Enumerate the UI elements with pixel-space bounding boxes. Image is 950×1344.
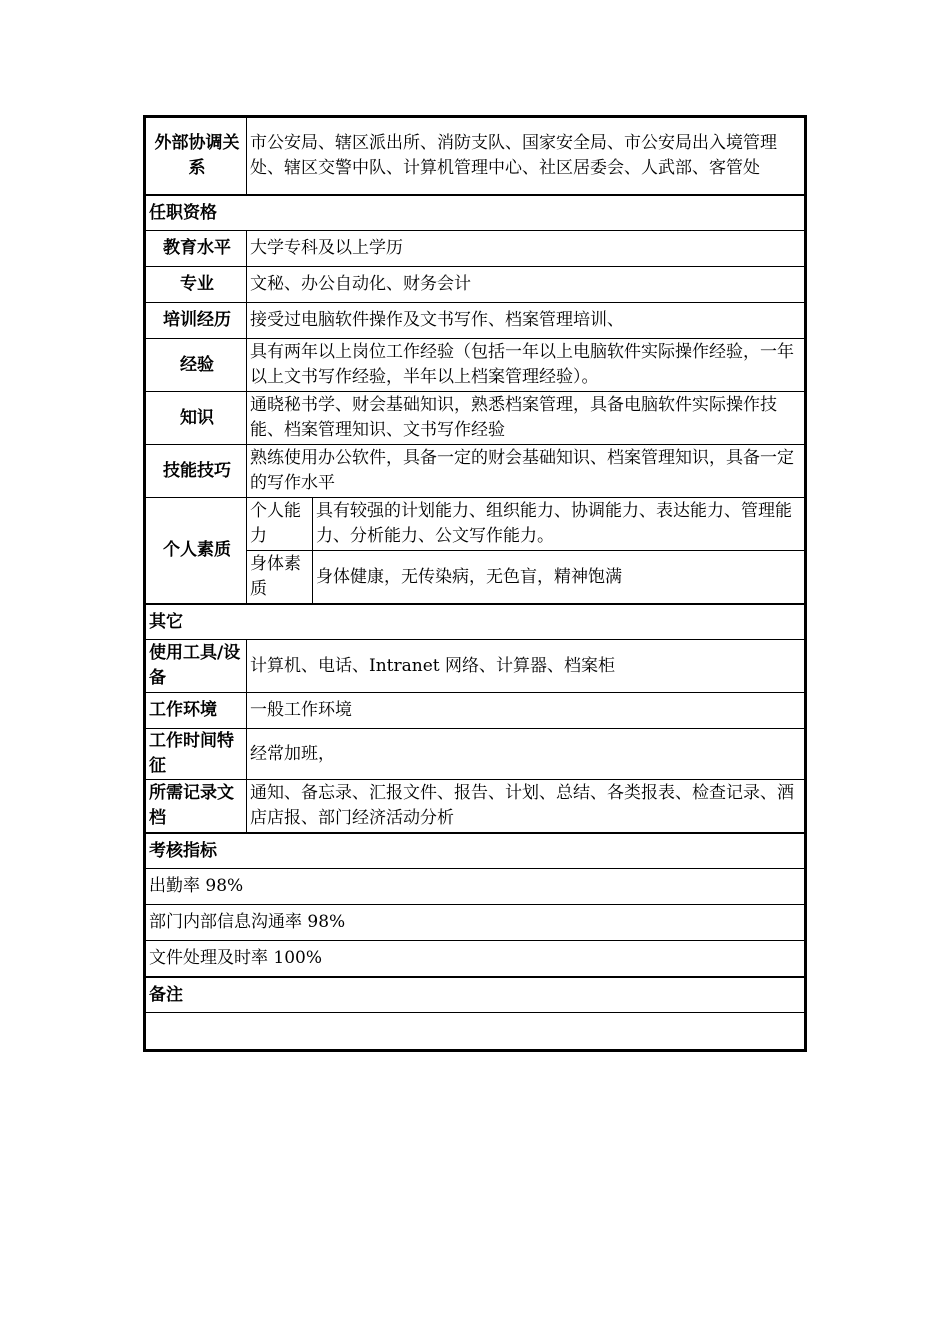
personal-ability-row: [146, 498, 805, 551]
personal-ability-value: 具有较强的计划能力、组织能力、协调能力、表达能力、管理能力、分析能力、公文写作能力。: [313, 498, 805, 551]
job-description-table: [143, 115, 807, 1052]
work-time-label: 工作时间特征: [146, 729, 247, 780]
skills-value: 熟练使用办公软件，具备一定的财会基础知识、档案管理知识，具备一定的写作水平: [247, 445, 805, 498]
kpi-row: [146, 941, 805, 978]
kpi-row: [146, 905, 805, 941]
environment-row: [146, 693, 805, 729]
skills-row: [146, 445, 805, 498]
tools-label: 使用工具/设备: [146, 640, 247, 693]
external-relations-value: 市公安局、辖区派出所、消防支队、国家安全局、市公安局出入境管理处、辖区交警中队、计算机管理中心、社区居委会、人武部、客管处: [247, 118, 805, 196]
physical-quality-value: 身体健康，无传染病，无色盲，精神饱满: [313, 551, 805, 605]
remarks-value: [146, 1013, 805, 1050]
knowledge-row: [146, 392, 805, 445]
kpi-item-attendance: 出勤率 98%: [146, 869, 805, 905]
knowledge-label: 知识: [146, 392, 247, 445]
qualifications-header: 任职资格: [146, 195, 805, 231]
skills-label: 技能技巧: [146, 445, 247, 498]
major-row: [146, 267, 805, 303]
training-row: [146, 303, 805, 339]
experience-label: 经验: [146, 339, 247, 392]
tools-value: 计算机、电话、Intranet 网络、计算器、档案柜: [247, 640, 805, 693]
experience-row: [146, 339, 805, 392]
environment-label: 工作环境: [146, 693, 247, 729]
remarks-header: 备注: [146, 977, 805, 1013]
training-label: 培训经历: [146, 303, 247, 339]
external-relations-row: [146, 118, 805, 196]
training-value: 接受过电脑软件操作及文书写作、档案管理培训、: [247, 303, 805, 339]
remarks-section-row: [146, 977, 805, 1013]
records-value: 通知、备忘录、汇报文件、报告、计划、总结、各类报表、检查记录、酒店店报、部门经济活动分析: [247, 780, 805, 834]
other-section-row: [146, 604, 805, 640]
major-value: 文秘、办公自动化、财务会计: [247, 267, 805, 303]
external-relations-label: 外部协调关系: [146, 118, 247, 196]
education-row: [146, 231, 805, 267]
work-time-row: [146, 729, 805, 780]
education-value: 大学专科及以上学历: [247, 231, 805, 267]
kpi-item-communication: 部门内部信息沟通率 98%: [146, 905, 805, 941]
qualifications-section-row: [146, 195, 805, 231]
personal-quality-label: 个人素质: [146, 498, 247, 605]
physical-quality-label: 身体素质: [247, 551, 313, 605]
tools-row: [146, 640, 805, 693]
remarks-row: [146, 1013, 805, 1050]
records-row: [146, 780, 805, 834]
kpi-row: [146, 869, 805, 905]
work-time-value: 经常加班，: [247, 729, 805, 780]
kpi-section-row: [146, 833, 805, 869]
job-description-grid: [145, 117, 805, 1050]
other-header: 其它: [146, 604, 805, 640]
major-label: 专业: [146, 267, 247, 303]
kpi-header: 考核指标: [146, 833, 805, 869]
records-label: 所需记录文档: [146, 780, 247, 834]
environment-value: 一般工作环境: [247, 693, 805, 729]
knowledge-value: 通晓秘书学、财会基础知识，熟悉档案管理，具备电脑软件实际操作技能、档案管理知识、文书写作经验: [247, 392, 805, 445]
education-label: 教育水平: [146, 231, 247, 267]
personal-ability-label: 个人能力: [247, 498, 313, 551]
kpi-item-document-processing: 文件处理及时率 100%: [146, 941, 805, 978]
experience-value: 具有两年以上岗位工作经验（包括一年以上电脑软件实际操作经验，一年以上文书写作经验，半年以上档案管理经验）。: [247, 339, 805, 392]
